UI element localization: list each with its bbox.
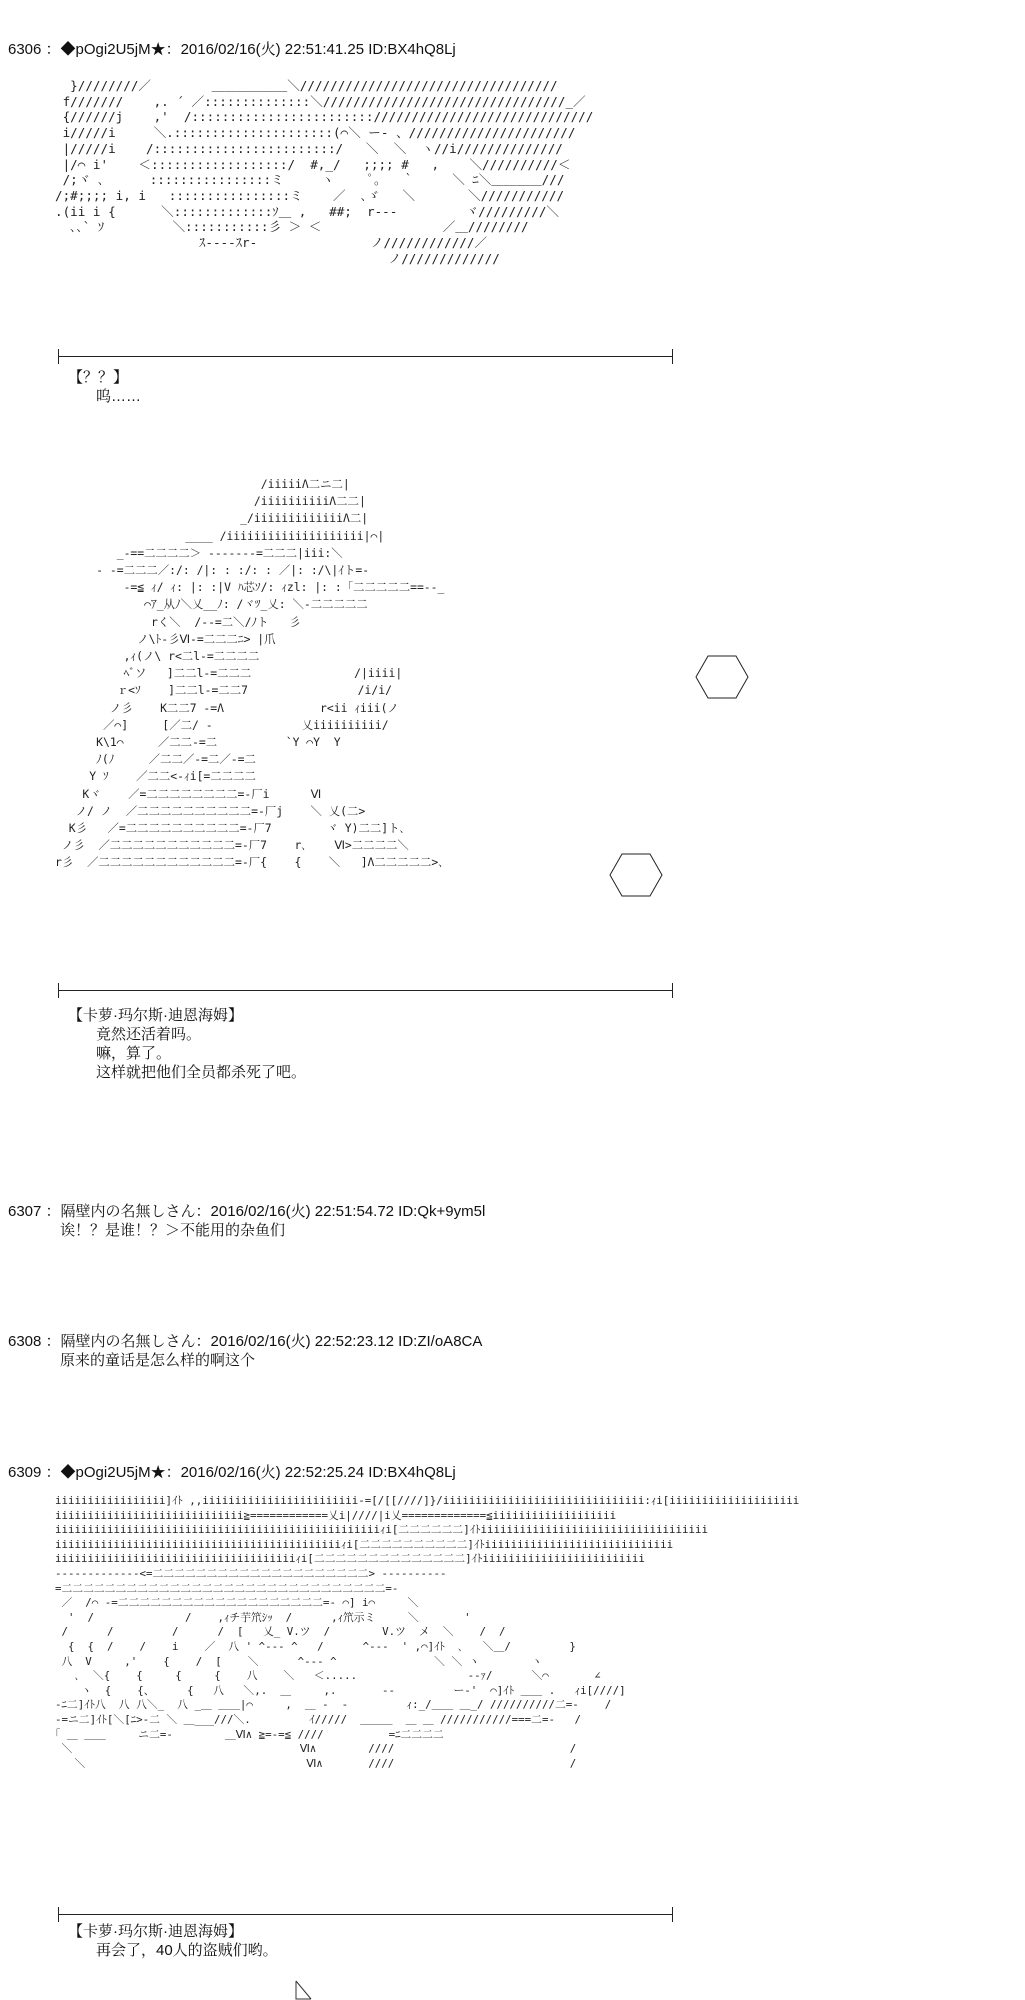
post-header-6309: 6309 ：◆pOgi2U5jM★：2016/02/16(火) 22:52:25.24 ID:BX4hQ8Lj <box>8 1464 456 1481</box>
ascii-art-line: { { / / i ／ 八 ' ^‐‐‐ ^ / ^‐‐‐ ' ,⌒]ｲﾄ ､ ＼＿/ } <box>55 1639 576 1653</box>
ascii-art-line: /iiiiiiiiiiΛ二二| <box>55 494 366 509</box>
ascii-art-line: Kヾ ／=二二二二二二二二=-厂i Ⅵ <box>55 786 322 801</box>
ascii-art-line: iiiiiiiiiiiiiiiiiiiiiiiiiiiiiiiiiiiiiｨi[二二二二二二二二二二二二二二]ｲﾄiiiiiiiiiiiiiiiiiiiiiiiii <box>55 1552 645 1566</box>
post-body: 诶！？是谁！？＞不能用的杂鱼们 <box>60 1222 286 1239</box>
ascii-art-line: |/////i /::::::::::::::::::::::::/ ＼ ＼ ヽ//i////////////// <box>55 140 563 156</box>
ascii-art-line: ｢ ＿ ＿＿ ニ二=- ＿Ⅵ∧ ≧=-=≦ //// =ﾆ二二二二 <box>55 1727 444 1741</box>
ascii-art-line: K\1⌒ ／二二-=二 `Y ⌒Y Y <box>55 735 341 750</box>
ascii-art-line: .(ii i { ＼:::::::::::::ｿ＿ , ##; r‐‐- ヾ/////////＼ <box>55 203 560 219</box>
dialog-line: 竟然还活着吗。 <box>96 1026 202 1043</box>
ascii-art-line: ノ/ ノ ／二二二二二二二二二二=-厂j ＼ 乂(二> <box>55 803 366 818</box>
dialog-line: 嘛，算了。 <box>96 1045 172 1062</box>
post-header-6307: 6307 ：隔壁内の名無しさん：2016/02/16(火) 22:51:54.72 ID:Qk+9ym5l <box>8 1203 486 1220</box>
ascii-art-line: ヽ { {、 { 八 ＼,. ＿ ,. ‐- ー‐' ⌒]ｲﾄ ＿＿ . ｨi[////] <box>55 1683 626 1697</box>
ascii-art-line: ノ///////////// <box>55 250 500 266</box>
speaker-label: 【卡萝·玛尔斯·迪恩海姆】 <box>68 1923 243 1940</box>
separator-tick-right <box>672 983 673 998</box>
ascii-art-line: _/iiiiiiiiiiiiiΛ二| <box>55 511 369 526</box>
ascii-art-line: {//////j ,' /::::::::::::::::::::::::///////////////////////////// <box>55 109 594 125</box>
speaker-label: 【？？】 <box>68 369 129 386</box>
ascii-art-line: }////////／ ＿＿＿＿＿＿＼////////////////////////////////// <box>55 78 558 93</box>
ascii-art-line: /;#;;;; i, i ::::::::::::::::ミ ／ ､ゞ ＼ ＼/////////// <box>55 187 565 203</box>
ascii-art-line: ／⌒] [／二/ - 乂iiiiiiiiii/ <box>55 717 389 732</box>
ascii-art-line: ｒ<ｿ ]二二l-=二二7 /i/i/ <box>55 683 392 698</box>
ascii-art-line: ノ彡 K二二7 -=Λ r<ii ｨiii(ノ <box>55 700 399 715</box>
ascii-art-line: -=ニ二]ｲﾄ[＼[ﾆ>-二 ＼ ＿___///＼. ｲ///// ＿＿＿ ＿ ＿ ///////////===二=- / <box>55 1712 581 1726</box>
dialog-line: 再会了，40人的盗贼们哟。 <box>96 1942 278 1959</box>
post-header-6306: 6306 ：◆pOgi2U5jM★：2016/02/16(火) 22:51:41.25 ID:BX4hQ8Lj <box>8 41 456 58</box>
ascii-art-line: -------------<=二二二二二二二二二二二二二二二二二二二二> ---------- <box>55 1566 447 1580</box>
reply-post-6307 <box>8 1202 485 1240</box>
ascii-art-line: _-==二二二二＞ -------=二二二|iii:＼ <box>55 545 343 560</box>
ascii-art-line: ｽ‐--‐ｽr‐ ノ////////////／ <box>55 235 488 251</box>
ascii-art-line: =二二二二二二二二二二二二二二二二二二二二二二二二二二二二二二=- <box>55 1581 399 1595</box>
ascii-art-line: / / / / [ 乂_ V.ツ / V.ツ メ ＼ / / <box>55 1625 506 1639</box>
ascii-art-line: ､ ＼{ { { { 八 ＼ ＜..... ‐‐ｧ/ ＼⌒ ∠ <box>55 1669 601 1683</box>
ascii-art-line: iiiiiiiiiiiiiiiiiiiiiiiiiiiiiiiiiiiiiiiiiiiiｨi[二二二二二二二二二二]ｲﾄiiiiiiiiiiiiiiiiiiiiiiiiiiiii <box>55 1537 674 1551</box>
hexagon-decoration <box>608 852 664 898</box>
dialog-block <box>68 1922 278 1960</box>
ascii-art-line: K彡 ／=二二二二二二二二二二=-厂7 ヾ Y)二二]ト､ <box>55 821 406 836</box>
ascii-art-line: ‐ﾆ二]ｲﾄ八 八 八＼_ 八 _＿ ＿＿|⌒ , ＿ ‐ ‐ ｨ:_/＿＿ ＿_/ //////////二=‐ / <box>55 1698 612 1712</box>
ascii-art-line: ､､` ｿ ＼:::::::::::彡 ＞ ＜ ／＿//////// <box>55 219 529 235</box>
dialog-line: 这样就把他们全员都杀死了吧。 <box>96 1064 307 1081</box>
separator-line <box>58 356 672 357</box>
post-body: 原来的童话是怎么样的啊这个 <box>60 1352 256 1369</box>
separator-tick-right <box>672 349 673 364</box>
ascii-art-line: ____ /iiiiiiiiiiiiiiiiiiii|⌒| <box>55 528 385 543</box>
separator-line <box>58 990 672 991</box>
ascii-art-line: i/////i ＼.:::::::::::::::::::::(⌒＼ ー- 、////////////////////// <box>55 125 576 141</box>
ascii-art-line: iiiiiiiiiiiiiiiiiiiiiiiiiiiii≧============乂i|////|i乂=============≦iiiiiiiiiiiiiiiiiii <box>55 1508 617 1522</box>
separator-tick-left <box>58 349 59 364</box>
ascii-art-line: |/⌒ i' ＜::::::::::::::::::/ #,_/ ;;;; # , ＼//////////＜ <box>55 156 571 172</box>
separator-tick-left <box>58 983 59 998</box>
ascii-art-line: ／ /⌒ -=二二二二二二二二二二二二二二二二二二二=- ⌒] i⌒ ＼ <box>55 1596 419 1610</box>
ascii-art-line: 八 V ,' { / [ ＼ ^‐-‐ ^ ＼ ＼ ヽ ヽ <box>55 1654 543 1668</box>
ascii-art-line: ﾍﾞソ ]二二l-=二二二 /|iiii| <box>55 666 403 681</box>
ascii-art-line: f/////// ,. ´ ／::::::::::::::＼////////////////////////////////_／ <box>55 93 586 109</box>
ascii-art-line: ‐=≦ ｨ/ ｨ: |: :|V ﾊ芯ｿ/: ｨzl: |: :「二二二二二==‐‐_ <box>55 580 445 595</box>
ascii-art-line: ノ\ﾄ‐彡Ⅵ-=二二二ﾆ> |爪 <box>55 631 276 646</box>
ascii-art-line: ＼ Ⅵ∧ //// / <box>55 1742 577 1756</box>
ascii-art-line: /;ヾ ､ ::::::::::::::::ミ ヽ ﾟ。 ｀ ＼ ﾆ＼＿＿＿＿/// <box>55 172 565 188</box>
ascii-art-line: r彡 ／二二二二二二二二二二二二=-厂{ { ＼ ]Λ二二二二二>､ <box>55 855 444 870</box>
ascii-art-line: Y ｿ ／二二<-ｨi[=二二二二 <box>55 769 256 784</box>
ascii-art-line: ' / / ,ｨチ芋笊ｼｯ / ,ｨ笊示ミ ＼ ' <box>55 1610 471 1624</box>
ascii-art-line: rく＼ /--=二＼/ﾉト 彡 <box>55 614 301 629</box>
ascii-art-line: iiiiiiiiiiiiiiiii]ｲﾄ ,,iiiiiiiiiiiiiiiiiiiiiiii-=[/[[////]}/iiiiiiiiiiiiiiiiiiiiiiiiiiiiiii:ｨi[iiiiiiiiiiiiiiiiiiii <box>55 1494 800 1507</box>
ascii-art-line: ‐ -=二二二／:/: /|: : :/: : ／|: :/\|ｲト=‐ <box>55 563 370 578</box>
ascii-art-crowd <box>55 1494 799 1771</box>
post-header-6308: 6308 ：隔壁内の名無しさん：2016/02/16(火) 22:52:23.12 ID:ZI/oA8CA <box>8 1333 483 1350</box>
reply-post-6308 <box>8 1332 482 1370</box>
separator-line <box>58 1914 672 1915</box>
separator-tick-left <box>58 1907 59 1922</box>
hexagon-decoration <box>694 654 750 700</box>
dialog-line: 呜…… <box>96 388 142 405</box>
separator-tick-right <box>672 1907 673 1922</box>
ascii-art-line: ＼ Ⅵ∧ //// / <box>55 1756 577 1770</box>
ascii-art-line: ﾉ(ﾉ ／二二／-=二／-=二 <box>55 752 256 767</box>
dialog-block <box>68 368 141 406</box>
dialog-block <box>68 1006 306 1082</box>
ascii-art-line: /iiiiiΛ二ニ二| <box>55 477 350 491</box>
ascii-art-character <box>55 476 444 872</box>
ascii-art-line: ,ｨ(ノ\ r<二l-=二二二二 <box>55 649 260 664</box>
cursor-arrow-icon <box>295 1980 315 2000</box>
ascii-art-line: ⌒ｱ_从ﾉ＼乂__ﾉ: /ヾﾂ_乂: ＼‐二二二二二 <box>55 597 368 612</box>
speaker-label: 【卡萝·玛尔斯·迪恩海姆】 <box>68 1007 243 1024</box>
ascii-art-line: ノ彡 ／二二二二二二二二二二二=-厂7 r､ Ⅵ>二二二二＼ <box>55 838 409 853</box>
ascii-art-eye <box>55 78 593 266</box>
ascii-art-line: iiiiiiiiiiiiiiiiiiiiiiiiiiiiiiiiiiiiiiiiiiiiiiiiiiｨi[二二二二二二]ｲﾄiiiiiiiiiiiiiiiiiiiiiiiiiiiiiiiiiii <box>55 1523 708 1537</box>
